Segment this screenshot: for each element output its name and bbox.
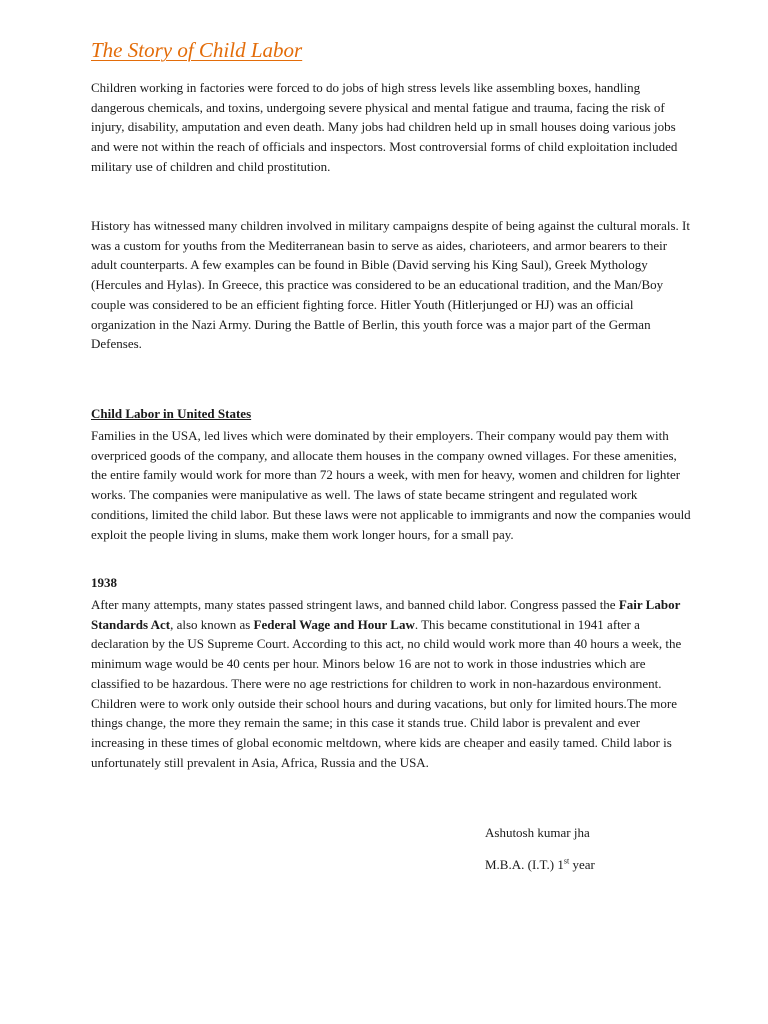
document-title: The Story of Child Labor (91, 38, 303, 62)
paragraph-united-states: Families in the USA, led lives which were dominated by their employers. Their company would pay them with overpriced goods of the company, and allocate them houses in the company owned villages. For these amenities, the entire family would work for more than 72 hours a week, with men for heavy, women and children for lighter works. The companies were manipulative as well. The laws of state became stringent and regulated work conditions, limited the child labor. But these laws were not applicable to immigrants and now the companies would exploit the people living in slums, make them work longer hours, for a small pay. (91, 428, 691, 542)
paragraph-1938-text-1: After many attempts, many states passed stringent laws, and banned child labor. Congress passed the (91, 597, 619, 612)
federal-wage-hour-law-term: Federal Wage and Hour Law (253, 616, 415, 632)
paragraph-1938-law (91, 595, 691, 772)
paragraph-1938-text-2: , also known as (170, 616, 254, 632)
author-name: Ashutosh kumar jha (485, 825, 590, 840)
paragraph-factory-work: Children working in factories were forced to do jobs of high stress levels like assembling boxes, handling dangerous chemicals, and toxins, undergoing severe physical and mental fatigue and trauma, facing the risk of injury, disability, amputation and even death. Many jobs had children held up in small houses doing various jobs and were not within the reach of officials and inspectors. Most controversial forms of child exploitation included military use of children and child prostitution. (91, 80, 678, 174)
author-course-prefix: M.B.A. (I.T.) 1 (485, 857, 564, 872)
author-course-suffix: year (569, 857, 595, 872)
paragraph-military-history: History has witnessed many children involved in military campaigns despite of being against the cultural morals. It was a custom for youths from the Mediterranean basin to serve as aides, charioteers, and armor bearers to their adult counterparts. A few examples can be found in Bible (David serving his King Saul), Greek Mythology (Hercules and Hylas). In Greece, this practice was considered to be an educational tradition, and the Man/Boy couple was considered to be an efficient fighting force. Hitler Youth (Hitlerjunged or HJ) was an official organization in the Nazi Army. During the Battle of Berlin, this youth force was a major part of the German Defenses. (91, 218, 690, 352)
fair-labor-standards-act-term: Fair Labor Standards Act (91, 597, 681, 632)
author-course-superscript: st (563, 856, 570, 866)
paragraph-1938-text-3: . This became constitutional in 1941 after a declaration by the US Supreme Court. According to this act, no child would work more than 40 hours a week, the minimum wage would be 40 cents per hour. Minors below 16 are not to work in those industries which are classified to be hazardous. There were no age restrictions for children to work in non-hazardous environment. Children were to work only outside their school hours and during vacations, but only for limited hours.The more things change, the more they remain the same; in this case it stands true. Child labor is prevalent and ever increasing in these times of global economic meltdown, where kids are cheaper and easily tamed. Child labor is unfortunately still prevalent in Asia, Africa, Russia and the USA. (91, 616, 682, 770)
year-heading: 1938 (91, 575, 117, 590)
author-course (485, 857, 595, 873)
section-heading-united-states: Child Labor in United States (91, 406, 252, 421)
